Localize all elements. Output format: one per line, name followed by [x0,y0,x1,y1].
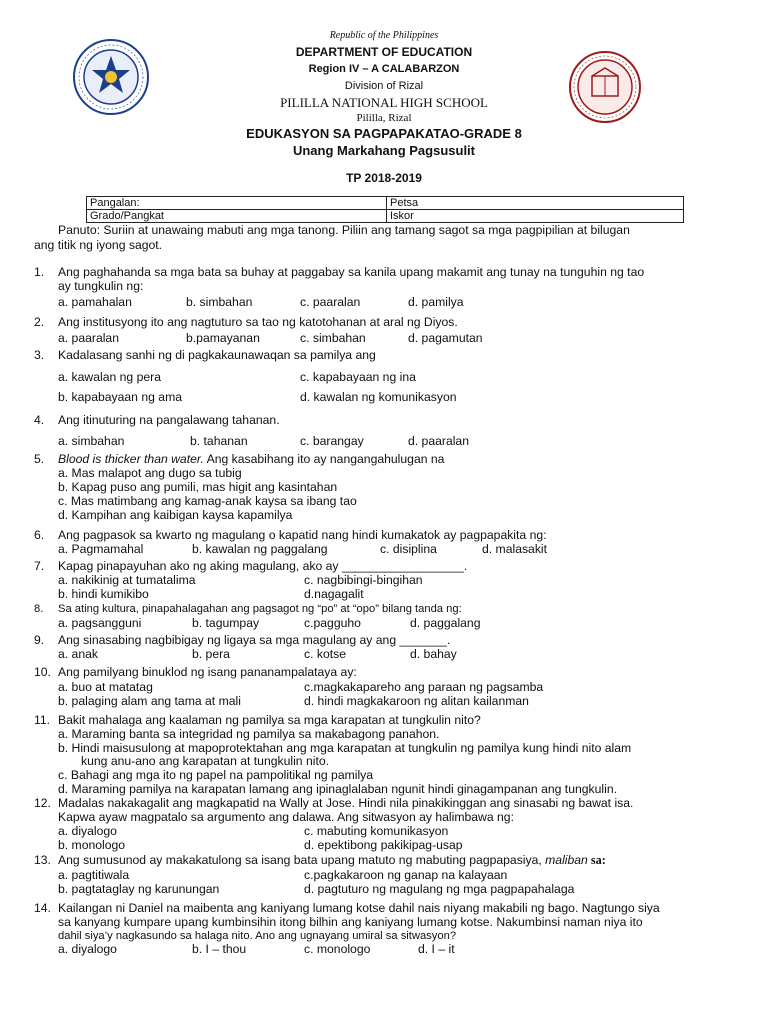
q7-choice-b[interactable]: b. hindi kumikibo [58,587,149,601]
q9-choice-b[interactable]: b. pera [192,647,230,661]
q14-choice-c[interactable]: c. monologo [304,942,371,956]
q13-choice-b[interactable]: b. pagtataglay ng karunungan [58,882,220,896]
q3-choice-c[interactable]: c. kapabayaan ng ina [300,370,416,384]
question-1-cont: ay tungkulin ng: [58,279,144,293]
instructions-line-2: ang titik ng iyong sagot. [34,238,163,252]
q8-choice-b[interactable]: b. tagumpay [192,616,260,630]
q1-choice-b[interactable]: b. simbahan [186,295,253,309]
q4-choice-c[interactable]: c. barangay [300,434,364,448]
q7-choice-d[interactable]: d.nagagalit [304,587,364,601]
q3-choice-b[interactable]: b. kapabayaan ng ama [58,390,182,404]
q12-choice-d[interactable]: d. epektibong pakikipag-usap [304,838,463,852]
q13-choice-a[interactable]: a. pagtitiwala [58,868,130,882]
q6-choice-b[interactable]: b. kawalan ng paggalang [192,542,328,556]
name-label[interactable]: Pangalan: [87,197,387,210]
instructions-line-1: Panuto: Suriin at unawaing mabuti ang mga tanong. Piliin ang tamang sagot sa mga pagpipilian at bilugan [58,223,630,237]
q11-choice-d[interactable]: d. Maraming pamilya na karapatan lamang ang ipinaglalaban ngunit hindi ginagampanan ang tungkulin. [58,782,617,796]
question-8: 8. Sa ating kultura, pinapahalagahan ang pagsagot ng “po” at “opo” bilang tanda ng: [34,603,462,615]
question-12: 12. Madalas nakakagalit ang magkapatid na Wally at Jose. Hindi nila pinakikinggan ang sinasabi ng bawat isa. [34,796,634,810]
q6-choice-c[interactable]: c. disiplina [380,542,437,556]
q10-choice-a[interactable]: a. buo at matatag [58,680,153,694]
q6-choice-d[interactable]: d. malasakit [482,542,548,556]
student-info-table [86,196,684,223]
question-14-cont-1: sa kanyang kumpare upang kumbinsihin itong bilhin ang kaniyang lumang kotse. Nakumbinsi naman niya ito [58,915,643,929]
q8-choice-d[interactable]: d. paggalang [410,616,481,630]
q1-choice-d[interactable]: d. pamilya [408,295,464,309]
question-14-cont-2: dahil siya’y nagkasundo sa halaga nito. Ano ang ugnayang umiral sa sitwasyon? [58,930,457,942]
q8-choice-c[interactable]: c.pagguho [304,616,361,630]
q11-choice-b[interactable]: b. Hindi maisusulong at mapoprotektahan ang mga karapatan at tungkulin ng pamilya kung hindi nito alam [58,741,632,755]
question-6: 6. Ang pagpasok sa kwarto ng magulang o kapatid nang hindi kumakatok ay pagpapakita ng: [34,528,547,542]
q9-choice-d[interactable]: d. bahay [410,647,457,661]
q2-choice-a[interactable]: a. paaralan [58,331,119,345]
grade-section-label[interactable]: Grado/Pangkat [87,210,387,223]
q2-choice-d[interactable]: d. pagamutan [408,331,483,345]
q14-choice-b[interactable]: b. I – thou [192,942,247,956]
school-year: TP 2018-2019 [346,171,422,185]
q9-choice-c[interactable]: c. kotse [304,647,346,661]
question-9: 9. Ang sinasabing nagbibigay ng ligaya sa mga magulang ay ang _______. [34,633,451,647]
q11-choice-a[interactable]: a. Maraming banta sa integridad ng pamilya sa makabagong panahon. [58,727,440,741]
question-10: 10. Ang pamilyang binuklod ng isang pananampalataya ay: [34,665,357,679]
q5-choice-b[interactable]: b. Kapag puso ang pumili, mas higit ang kasintahan [58,480,338,494]
department-name: DEPARTMENT OF EDUCATION [295,45,473,59]
q2-choice-b[interactable]: b.pamayanan [186,331,260,345]
q9-choice-a[interactable]: a. anak [58,647,98,661]
q14-choice-d[interactable]: d. I – it [418,942,455,956]
q12-choice-b[interactable]: b. monologo [58,838,126,852]
q11-choice-b-cont: kung anu-ano ang karapatan at tungkulin nito. [81,754,329,768]
q4-choice-b[interactable]: b. tahanan [190,434,248,448]
q3-choice-a[interactable]: a. kawalan ng pera [58,370,161,384]
q13-choice-d[interactable]: d. pagtuturo ng magulang ng mga pagpapahalaga [304,882,575,896]
question-2: 2. Ang institusyong ito ang nagtuturo sa tao ng katotohanan at aral ng Diyos. [34,315,458,329]
q5-choice-c[interactable]: c. Mas matimbang ang kamag-anak kaysa sa ibang tao [58,494,357,508]
q6-choice-a[interactable]: a. Pagmamahal [58,542,144,556]
date-label[interactable]: Petsa [387,197,684,210]
q11-choice-c[interactable]: c. Bahagi ang mga ito ng papel na pampolitikal ng pamilya [58,768,374,782]
q10-choice-c[interactable]: c.magkakapareho ang paraan ng pagsamba [304,680,544,694]
question-11: 11. Bakit mahalaga ang kaalaman ng pamilya sa mga karapatan at tungkulin nito? [34,713,481,727]
question-5: 5. Blood is thicker than water. Ang kasabihang ito ay nangangahulugan na [34,452,445,466]
division-name: Division of Rizal [344,80,424,92]
q12-choice-a[interactable]: a. diyalogo [58,824,117,838]
q13-choice-c[interactable]: c.pagkakaroon ng ganap na kalayaan [304,868,508,882]
q5-choice-a[interactable]: a. Mas malapot ang dugo sa tubig [58,466,242,480]
question-7: 7. Kapag pinapayuhan ako ng aking magulang, ako ay __________________. [34,559,468,573]
question-4: 4. Ang itinuturing na pangalawang tahanan. [34,413,280,427]
question-14: 14. Kailangan ni Daniel na maibenta ang kaniyang lumang kotse dahil nais niyang makabili ng bago. Nagtungo siya [34,901,660,915]
question-13: 13. Ang sumusunod ay makakatulong sa isang bata upang matuto ng mabuting pagpapasiya, maliban sa: [34,853,606,867]
q4-choice-d[interactable]: d. paaralan [408,434,469,448]
question-12-cont: Kapwa ayaw magpatalo sa argumento ang dalawa. Ang sitwasyon ay halimbawa ng: [58,810,514,824]
score-label[interactable]: Iskor [387,210,684,223]
exam-title: Unang Markahang Pagsusulit [292,143,476,158]
school-name: PILILLA NATIONAL HIGH SCHOOL [280,95,488,110]
q4-choice-a[interactable]: a. simbahan [58,434,125,448]
q10-choice-b[interactable]: b. palaging alam ang tama at mali [58,694,241,708]
question-3: 3. Kadalasang sanhi ng di pagkakaunawaqan sa pamilya ang [34,348,376,362]
q8-choice-a[interactable]: a. pagsangguni [58,616,142,630]
question-1: 1. Ang paghahanda sa mga bata sa buhay at paggabay sa kanila upang makamit ang tunay na tunguhin ng tao [34,265,645,279]
q5-choice-d[interactable]: d. Kampihan ang kaibigan kaysa kapamilya [58,508,293,522]
q7-choice-a[interactable]: a. nakikinig at tumatalima [58,573,196,587]
q14-choice-a[interactable]: a. diyalogo [58,942,117,956]
q10-choice-d[interactable]: d. hindi magkakaroon ng alitan kailanman [304,694,529,708]
q7-choice-c[interactable]: c. nagbibingi-bingihan [304,573,423,587]
subject-title: EDUKASYON SA PAGPAPAKATAO-GRADE 8 [246,126,522,141]
q1-choice-c[interactable]: c. paaralan [300,295,361,309]
q3-choice-d[interactable]: d. kawalan ng komunikasyon [300,390,457,404]
q1-choice-a[interactable]: a. pamahalan [58,295,132,309]
republic-line: Republic of the Philippines [329,30,439,41]
q12-choice-c[interactable]: c. mabuting komunikasyon [304,824,449,838]
region-name: Region IV – A CALABARZON [308,63,460,75]
school-address: Pililla, Rizal [356,112,412,124]
q2-choice-c[interactable]: c. simbahan [300,331,366,345]
